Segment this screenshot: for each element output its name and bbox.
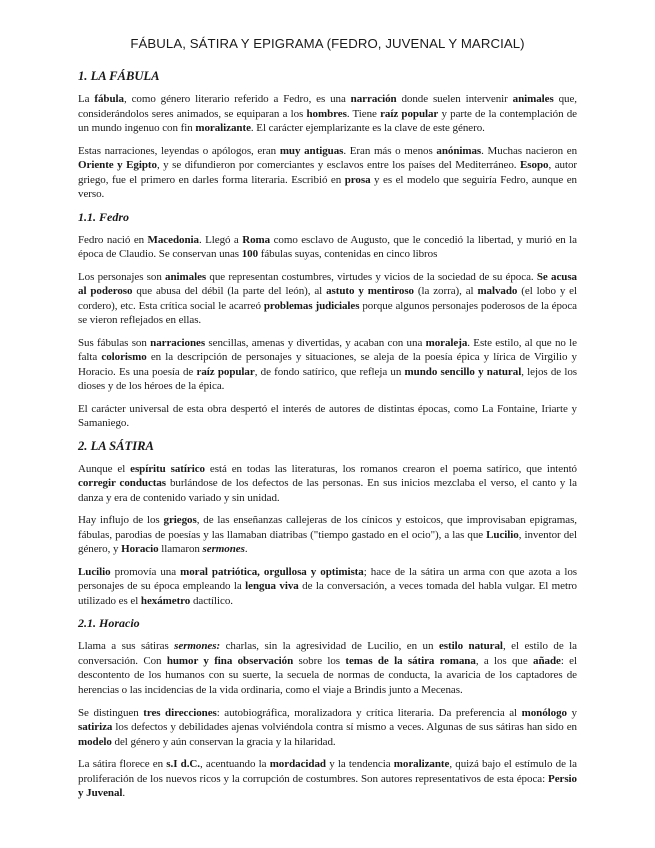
emphasized-text: moraleja <box>425 336 468 349</box>
text-run: donde suelen intervenir <box>396 93 513 105</box>
emphasized-text: 100 <box>241 248 259 261</box>
text-run: : autobiográfica, moralizadora y crítica literaria. Da preferencia al <box>216 706 522 719</box>
text-run: llamaron <box>158 543 203 556</box>
emphasized-text: sermones <box>202 543 245 556</box>
emphasized-text: mordacidad <box>269 758 326 771</box>
text-run: , el estilo de la conversación. Con <box>78 640 577 667</box>
emphasized-text: animales <box>512 93 554 105</box>
emphasized-text: Macedonia <box>147 233 199 246</box>
text-run: Se distinguen <box>78 706 144 719</box>
emphasized-text: narraciones <box>150 336 206 349</box>
text-run: , de las enseñanzas callejeras de los cínicos y estoicos, que improvisaban epigramas, fábulas, parodias de poesías y las llamaban diatribas ("tiempo gastado en el ocio"), a las que <box>78 514 577 541</box>
body-paragraph <box>78 462 577 506</box>
emphasized-text: corregir conductas <box>78 477 167 490</box>
emphasized-text: Roma <box>242 233 271 246</box>
emphasized-text: Horacio <box>121 543 159 556</box>
text-run: sencillas, amenas y divertidas, y acaban con una <box>205 336 426 349</box>
emphasized-text: griegos <box>163 514 197 527</box>
emphasized-text: Lucilio <box>78 565 111 578</box>
text-run: burlándose de los defectos de las personas. En sus inicios mezclaba el verso, el canto y la danza y era de contenido variado y sin unidad. <box>78 477 577 504</box>
text-run: . El carácter ejemplarizante es la clave de este género. <box>250 122 485 135</box>
text-run: . Eran más o menos <box>343 144 437 157</box>
text-run: y la tendencia <box>325 758 394 771</box>
document-section <box>78 616 577 800</box>
text-run: Estas narraciones, leyendas o apólogos, eran <box>78 144 280 157</box>
document-body <box>78 69 577 801</box>
text-run: de la conversación, a veces tomada del habla vulgar. El metro utilizado es el <box>78 580 577 607</box>
text-run: Llama a sus sátiras <box>78 640 175 653</box>
emphasized-text: s.I d.C. <box>166 758 200 771</box>
text-run: . Llegó a <box>198 233 243 246</box>
text-run: , como género literario referido a Fedro, es una <box>123 93 351 105</box>
emphasized-text: satiriza <box>78 721 113 734</box>
document-section <box>78 69 577 202</box>
text-run: , inventor del género, y <box>78 528 577 556</box>
emphasized-text: problemas judiciales <box>263 299 360 312</box>
text-run: del género y aún conservan la gracia y la hilaridad. <box>111 735 336 748</box>
text-run: que, considerándolos seres animados, se equiparan a los <box>78 93 577 120</box>
emphasized-text: lengua viva <box>245 580 299 593</box>
emphasized-text: Oriente y Egipto <box>78 159 157 172</box>
body-paragraph <box>78 565 577 609</box>
text-run: Hay influjo de los <box>78 514 164 527</box>
emphasized-text: raíz popular <box>380 107 439 120</box>
text-run: . Tiene <box>346 107 381 120</box>
text-run: : el descontento de los humanos con su suerte, la secuela de normas de conducta, la avaricia de los captadores de herencias o las incidencias de la vida ordinaria, como el viaje a Brindis junto a Mecenas. <box>78 654 577 696</box>
text-run: La <box>78 93 95 105</box>
text-run: y <box>566 706 577 719</box>
text-run: los defectos y debilidades ajenas volviéndola contra sí mismo a veces. Algunas de sus sátiras han sido en <box>112 721 577 734</box>
text-run: Fedro nació en <box>78 233 148 246</box>
emphasized-text: fábula <box>94 93 124 105</box>
emphasized-text: mundo sencillo y natural <box>404 365 522 378</box>
emphasized-text: monólogo <box>521 706 567 719</box>
body-paragraph <box>78 336 577 394</box>
emphasized-text: espíritu satírico <box>130 462 205 475</box>
text-run: , quizá bajo el estímulo de la proliferación de los nuevos ricos y la corrupción de costumbres. Son autores representativos de esta época: <box>78 758 577 785</box>
text-run: que abusa del débil (la parte del león), al <box>132 285 327 298</box>
text-run: que representan costumbres, virtudes y vicios de la sociedad de su época. <box>206 270 537 283</box>
text-run: está en todas las literaturas, los romanos crearon el poema satírico, que intentó <box>204 462 577 475</box>
text-run: (el lobo y el cordero), etc. Esta crítica social le acarreó <box>78 285 577 312</box>
body-paragraph <box>78 402 577 431</box>
text-run: dactílico. <box>190 594 233 607</box>
emphasized-text: astuto y mentiroso <box>326 285 414 298</box>
emphasized-text: Lucilio <box>486 528 519 541</box>
text-run: Aunque el <box>78 462 131 475</box>
text-run: El carácter universal de esta obra despertó el interés de autores de distintas épocas, como La Fontaine, Iriarte y Samaniego. <box>78 402 577 430</box>
emphasized-text: tres direcciones <box>143 706 217 719</box>
text-run: charlas, sin la agresividad de Lucilio, en un <box>220 640 439 653</box>
emphasized-text: Se acusa al poderoso <box>78 270 577 298</box>
document-title: FÁBULA, SÁTIRA Y EPIGRAMA (FEDRO, JUVENAL Y MARCIAL) <box>130 36 525 51</box>
emphasized-text: narración <box>350 93 397 105</box>
text-run: porque algunos personajes poderosos de la época se vieron reflejados en ellas. <box>78 299 577 327</box>
body-paragraph <box>78 270 577 328</box>
text-run: en la descripción de personajes y situaciones, se aleja de la poesía épica y lírica de Virgilio y Horacio. Es una poesía de <box>78 351 577 378</box>
emphasized-text: Persio y Juvenal <box>78 772 577 800</box>
text-run: . Muchas nacieron en <box>481 144 578 157</box>
emphasized-text: moralizante <box>393 758 450 771</box>
emphasized-text: animales <box>165 270 207 283</box>
text-run: como esclavo de Augusto, que le concedió la libertad, y murió en la época de Claudio. Se conservan unas <box>78 233 577 261</box>
body-paragraph <box>78 92 577 136</box>
body-paragraph <box>78 757 577 801</box>
emphasized-text: malvado <box>477 285 518 298</box>
emphasized-text: hexámetro <box>140 594 191 607</box>
body-paragraph <box>78 513 577 557</box>
text-run: y parte de la contemplación de un mundo ingenuo con fin <box>78 107 577 135</box>
subsection-heading: 1.1. Fedro <box>78 209 129 224</box>
body-paragraph <box>78 233 577 262</box>
body-paragraph <box>78 706 577 750</box>
document-section <box>78 439 577 609</box>
emphasized-text: hombres <box>306 107 347 120</box>
emphasized-text: muy antiguas <box>279 144 344 157</box>
emphasized-text: estilo natural <box>438 640 503 653</box>
emphasized-text: moralizante <box>195 122 251 135</box>
emphasized-text: temas de la sátira romana <box>345 654 476 667</box>
emphasized-text: anónimas <box>436 144 482 157</box>
emphasized-text: sermones: <box>174 640 221 653</box>
emphasized-text: raíz popular <box>196 365 255 378</box>
text-run: La sátira florece en <box>78 758 167 771</box>
text-run: , autor griego, fue el primero en darles forma literaria. Escribió en <box>78 159 577 186</box>
subsection-heading: 2.1. Horacio <box>78 616 140 631</box>
text-run: . <box>122 787 126 800</box>
emphasized-text: colorismo <box>101 351 147 364</box>
text-run: , de fondo satírico, que refleja un <box>254 365 405 378</box>
body-paragraph <box>78 639 577 697</box>
emphasized-text: añade <box>533 654 561 667</box>
text-run: Sus fábulas son <box>78 336 151 349</box>
text-run: , y se difundieron por comerciantes y esclavos entre los países del Mediterráneo. <box>156 159 521 172</box>
text-run: sobre los <box>293 654 346 667</box>
emphasized-text: humor y fina observación <box>166 654 294 667</box>
text-run: Los personajes son <box>78 270 166 283</box>
emphasized-text: moral patriótica, orgullosa y optimista <box>180 565 364 578</box>
text-run: ; hace de la sátira un arma con que azota a los personajes de su época empleando la <box>78 565 577 593</box>
text-run: . <box>244 543 248 556</box>
text-run: fábulas suyas, contenidas en cinco libros <box>258 248 438 261</box>
text-run: , a los que <box>475 654 533 667</box>
emphasized-text: prosa <box>344 173 371 186</box>
section-heading: 2. LA SÁTIRA <box>78 438 154 453</box>
text-run: y es el modelo que seguiría Fedro, aunque en verso. <box>78 173 577 201</box>
text-run: promovía una <box>110 565 181 578</box>
text-run: (la zorra), al <box>414 285 478 298</box>
text-run: , acentuando la <box>199 758 270 771</box>
emphasized-text: Esopo <box>520 159 549 172</box>
body-paragraph <box>78 144 577 202</box>
emphasized-text: modelo <box>78 735 112 748</box>
text-run: . Este estilo, al que no le falta <box>78 336 577 364</box>
text-run: , lejos de los dioses y de los héroes de la épica. <box>78 365 578 393</box>
section-heading: 1. LA FÁBULA <box>78 69 160 83</box>
document-section <box>78 210 577 431</box>
